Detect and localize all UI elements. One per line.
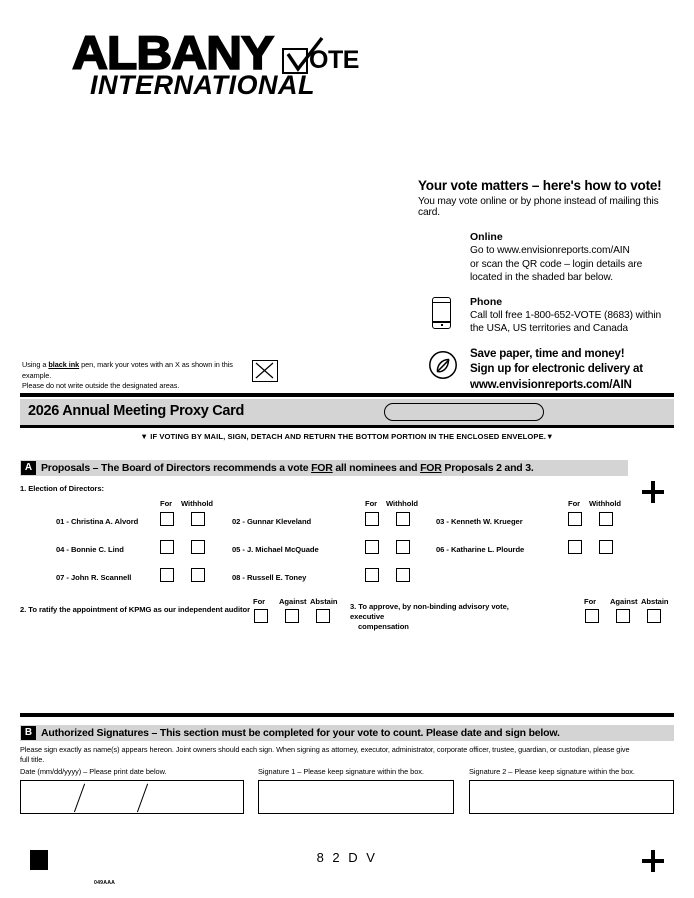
nominee-04-for-checkbox[interactable] [160, 540, 174, 554]
signature-1-caption: Signature 1 – Please keep signature within the box. [258, 767, 424, 776]
col1-withhold-header: Withhold [181, 499, 214, 508]
nominee-05-withhold-checkbox[interactable] [396, 540, 410, 554]
signature-note-line-1: Please sign exactly as name(s) appears hereon. Joint owners should each sign. When signing as attorney, executor, administrator, corporate officer, trustee, guardian, or custodian, please give [20, 745, 630, 754]
phone-title: Phone [470, 295, 503, 308]
online-line-3: located in the shaded bar below. [470, 272, 613, 283]
proposal-2-text: 2. To ratify the appointment of KPMG as our independent auditor [20, 605, 251, 614]
proposal-3-text [350, 602, 545, 632]
vote-matters-subheading: You may vote online or by phone instead of mailing this card. [418, 196, 659, 218]
section-a-title [41, 462, 534, 474]
nominee-01-withhold-checkbox[interactable] [191, 512, 205, 526]
nominee-03-for-checkbox[interactable] [568, 512, 582, 526]
col3-for-header: For [568, 499, 581, 508]
example-mark-box [252, 360, 278, 382]
date-slash-2 [137, 784, 149, 813]
plus-registration-mark-top [642, 481, 664, 503]
nominee-07-withhold-checkbox[interactable] [191, 568, 205, 582]
x-mark-icon [253, 361, 276, 380]
section-b-title: Authorized Signatures – This section must be completed for your vote to count. Please date and sign below. [41, 727, 560, 739]
vote-logo [282, 36, 372, 82]
nominee-04-label: 04 - Bonnie C. Lind [56, 545, 124, 554]
signature-note-line-2: full title. [20, 755, 45, 764]
online-line-2: or scan the QR code – login details are [470, 258, 643, 270]
proposal-3-for-header: For [584, 597, 597, 606]
detach-instruction: ▼ IF VOTING BY MAIL, SIGN, DETACH AND RETURN THE BOTTOM PORTION IN THE ENCLOSED ENVELOPE.▼ [140, 432, 554, 441]
vote-matters-heading: Your vote matters – here's how to vote! [418, 178, 662, 193]
footer-tiny-code: 049AAA [94, 880, 116, 886]
proposal-2-abstain-checkbox[interactable] [316, 609, 330, 623]
date-input-box[interactable] [20, 780, 244, 814]
section-a-title-pre: Proposals – The Board of Directors recommends a vote [41, 462, 312, 474]
proposal-2-abstain-header: Abstain [310, 597, 338, 606]
save-paper-line-2: Sign up for electronic delivery at [470, 362, 643, 375]
eco-leaf-icon [428, 350, 458, 380]
phone-icon [432, 297, 451, 329]
online-title: Online [470, 231, 503, 243]
save-paper-line-3: www.envisionreports.com/AIN [470, 377, 632, 391]
item-1-label: 1. Election of Directors: [20, 484, 104, 493]
detach-rule [20, 713, 674, 717]
phone-line-1: Call toll free 1-800-652-VOTE (8683) within [470, 309, 662, 321]
col2-withhold-header: Withhold [386, 499, 419, 508]
logo-international-text: INTERNATIONAL [90, 70, 315, 100]
nominee-03-withhold-checkbox[interactable] [599, 512, 613, 526]
proposal-2-for-header: For [253, 597, 266, 606]
proposal-3-for-checkbox[interactable] [585, 609, 599, 623]
proposal-3-line-2: compensation [358, 622, 409, 631]
online-line-1: Go to www.envisionreports.com/AIN [470, 245, 630, 256]
nominee-07-for-checkbox[interactable] [160, 568, 174, 582]
nominee-06-withhold-checkbox[interactable] [599, 540, 613, 554]
electronic-delivery-block [418, 346, 680, 393]
col3-withhold-header: Withhold [589, 499, 622, 508]
save-paper-line-1: Save paper, time and money! [470, 346, 625, 360]
proposal-3-line-1: 3. To approve, by non-binding advisory vote, executive [350, 602, 509, 621]
company-logo [72, 26, 372, 115]
mark-black-ink: black ink [48, 360, 80, 369]
vote-logo-text: OTE [309, 46, 359, 74]
phone-line-2: the USA, US territories and Canada [470, 323, 628, 334]
proposal-2-against-header: Against [279, 597, 307, 606]
signature-2-caption: Signature 2 – Please keep signature within the box. [469, 767, 635, 776]
top-divider-rule [20, 393, 674, 397]
proposal-3-abstain-header: Abstain [641, 597, 669, 606]
logo-albany-text: ALBANY [72, 26, 274, 79]
nominee-02-label: 02 - Gunnar Kleveland [232, 517, 312, 526]
proxy-card-titlebar [20, 399, 674, 425]
signature-note [20, 745, 674, 765]
nominee-04-withhold-checkbox[interactable] [191, 540, 205, 554]
marking-instructions [22, 360, 252, 392]
nominee-06-for-checkbox[interactable] [568, 540, 582, 554]
nominee-01-for-checkbox[interactable] [160, 512, 174, 526]
section-a-letter: A [21, 461, 36, 475]
date-slash-1 [74, 784, 86, 813]
footer-code: 8 2 D V [316, 850, 378, 865]
titlebar-bottom-rule [20, 425, 674, 428]
page-title: 2026 Annual Meeting Proxy Card [28, 403, 245, 419]
proposal-3-against-checkbox[interactable] [616, 609, 630, 623]
nominee-06-label: 06 - Katharine L. Plourde [436, 545, 525, 554]
proposal-3-against-header: Against [610, 597, 638, 606]
mark-line1-c: pen, mark your votes with an X as shown in this example. [22, 360, 233, 380]
online-voting-block [418, 230, 680, 285]
vote-instructions-panel [418, 178, 680, 402]
section-a-for-1: FOR [311, 462, 333, 474]
signature-1-input-box[interactable] [258, 780, 454, 814]
nominee-02-for-checkbox[interactable] [365, 512, 379, 526]
signature-2-input-box[interactable] [469, 780, 674, 814]
section-a-title-post: Proposals 2 and 3. [441, 462, 534, 474]
section-b-letter: B [21, 726, 36, 740]
control-number-field[interactable] [384, 403, 544, 421]
nominee-01-label: 01 - Christina A. Alvord [56, 517, 139, 526]
section-a-for-2: FOR [420, 462, 442, 474]
phone-voting-block [418, 295, 680, 336]
mark-line2: Please do not write outside the designated areas. [22, 381, 180, 390]
nominee-05-label: 05 - J. Michael McQuade [232, 545, 319, 554]
section-a-title-mid: all nominees and [332, 462, 421, 474]
proposal-2-against-checkbox[interactable] [285, 609, 299, 623]
nominee-08-withhold-checkbox[interactable] [396, 568, 410, 582]
mark-line1-a: Using a [22, 360, 49, 369]
proposal-2-for-checkbox[interactable] [254, 609, 268, 623]
nominee-05-for-checkbox[interactable] [365, 540, 379, 554]
nominee-03-label: 03 - Kenneth W. Krueger [436, 517, 523, 526]
date-caption: Date (mm/dd/yyyy) – Please print date below. [20, 767, 167, 776]
nominee-08-for-checkbox[interactable] [365, 568, 379, 582]
col1-for-header: For [160, 499, 173, 508]
col2-for-header: For [365, 499, 378, 508]
nominee-07-label: 07 - John R. Scannell [56, 573, 132, 582]
proposal-3-abstain-checkbox[interactable] [647, 609, 661, 623]
nominee-02-withhold-checkbox[interactable] [396, 512, 410, 526]
nominee-08-label: 08 - Russell E. Toney [232, 573, 307, 582]
